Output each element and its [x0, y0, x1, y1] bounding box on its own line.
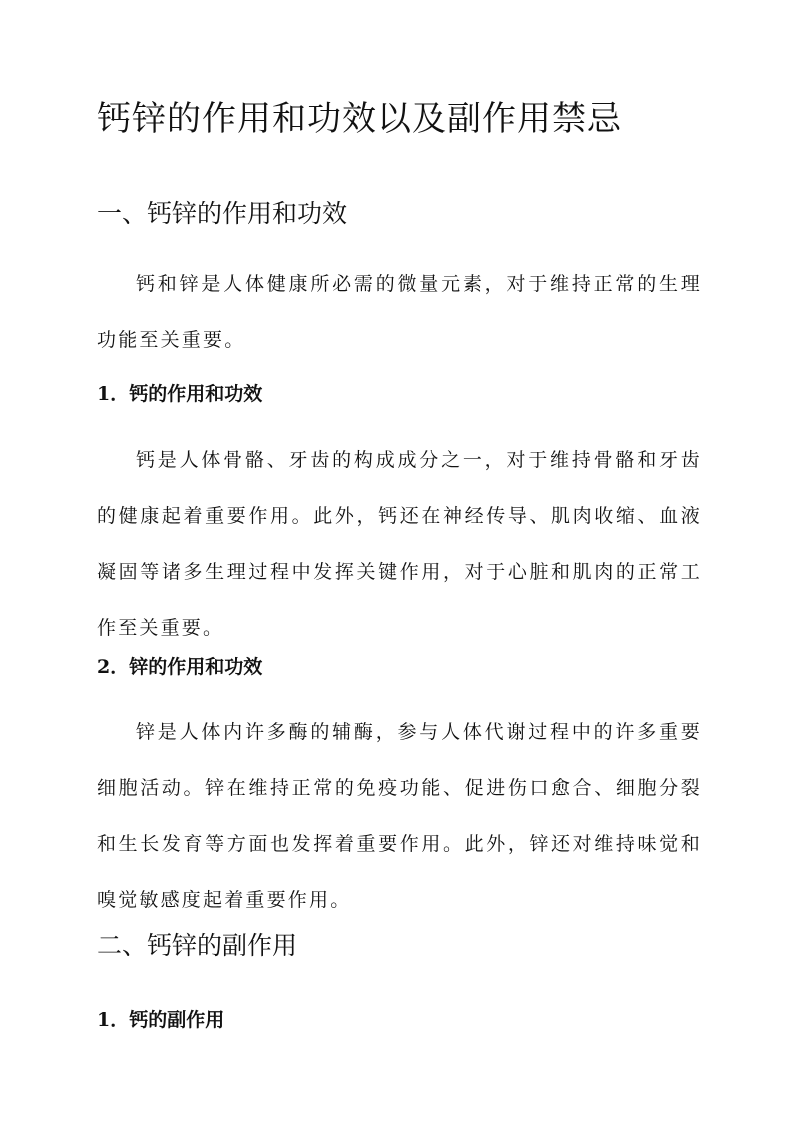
- subsection-heading-zinc-benefits: 2．锌的作用和功效: [97, 656, 263, 678]
- section-heading-benefits: 一、钙锌的作用和功效: [97, 199, 348, 228]
- subsection-heading-calcium-side-effects: 1．钙的副作用: [97, 1009, 225, 1031]
- document-title: 钙锌的作用和功效以及副作用禁忌: [97, 99, 622, 139]
- paragraph-zinc-benefits: 锌是人体内许多酶的辅酶，参与人体代谢过程中的许多重要细胞活动。锌在维持正常的免疫功能、促进伤口愈合、细胞分裂和生长发育等方面也发挥着重要作用。此外，锌还对维持味觉和嗅觉敏感度起着重要作用。: [97, 721, 702, 911]
- paragraph-calcium-benefits: 钙是人体骨骼、牙齿的构成成分之一，对于维持骨骼和牙齿的健康起着重要作用。此外，钙还在神经传导、肌肉收缩、血液凝固等诸多生理过程中发挥关键作用，对于心脏和肌肉的正常工作至关重要。: [97, 449, 702, 639]
- paragraph-intro: 钙和锌是人体健康所必需的微量元素，对于维持正常的生理功能至关重要。: [97, 273, 702, 351]
- subsection-heading-calcium-benefits: 1．钙的作用和功效: [97, 383, 263, 405]
- section-heading-side-effects: 二、钙锌的副作用: [97, 931, 298, 960]
